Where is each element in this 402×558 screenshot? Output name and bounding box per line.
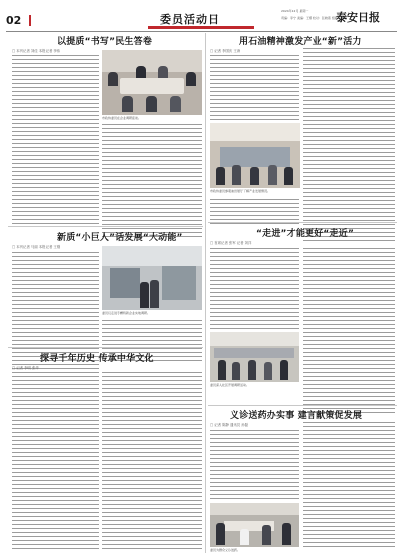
photo-factory [102,246,202,310]
body-text-block [12,372,99,552]
body-text-block [210,55,299,123]
caption-meeting: 市政协委员在企业调研座谈。 [102,116,142,120]
article-divider [8,226,203,227]
photo-clinic [210,503,299,547]
headline-shiyou: 用石油精神激发产业“新”活力 [239,37,362,47]
body-text-block [303,248,395,416]
headline-lishi: 探寻千年历史 传承中华文化 [40,354,154,364]
caption-community: 委员深入社区开展调研活动。 [210,383,250,387]
page-number: 02 [6,14,22,27]
body-text-block [303,48,395,244]
byline-xiaojuren: □ 本刊记者 马丽 本报记者 王刚 [12,245,61,249]
headline-zouchu: “走进”才能更好“走近” [256,229,355,239]
headline-yiwu: 义诊送药办实事 建言献策促发展 [230,411,363,421]
byline-shiyou: □ 记者 李国庆 王涛 [210,49,241,53]
byline-yiwu: □ 记者 陈静 通讯员 孙磊 [210,423,249,427]
body-text-block [12,55,99,227]
photo-meeting [102,50,202,115]
article-divider [8,347,203,348]
headline-shushu: 以提质“书写”民生答卷 [57,37,153,47]
header-info-top: 2024年12月 星期一 [281,9,309,13]
photo-oil-hall [210,123,300,188]
byline-lishi: □ 记者 李明 张华 [12,366,39,370]
photo-community [210,332,299,382]
byline-zouchu: □ 首席记者 张军 记者 刘洋 [210,241,252,245]
section-title: 委员活动日 [160,13,220,26]
article-divider [208,405,397,406]
body-text-block [303,422,395,550]
header-rule [6,31,397,32]
caption-clinic: 委员为群众义诊送药。 [210,548,241,552]
article-divider [208,222,397,223]
body-text-block [210,430,299,502]
header-info-bottom: 责编：李宁 美编：王娜 校对：张晓燕 组版：刘明 [281,16,347,20]
column-divider [205,33,206,553]
headline-xiaojuren: 新质“小巨人”话发展“大动能” [57,233,183,243]
header-separator-icon [29,15,31,26]
caption-oil-hall: 市政协委员参观油田展厅了解产业发展情况。 [210,189,271,193]
byline-shushu: □ 本刊记者 刘佳 本报记者 李伟 [12,49,61,53]
body-text-block [102,124,202,240]
header-accent-bar [148,26,254,29]
body-text-block [102,372,202,552]
masthead: 泰安日报 [336,11,380,24]
caption-factory: 委员们走进专精特新企业实地调研。 [102,311,151,315]
